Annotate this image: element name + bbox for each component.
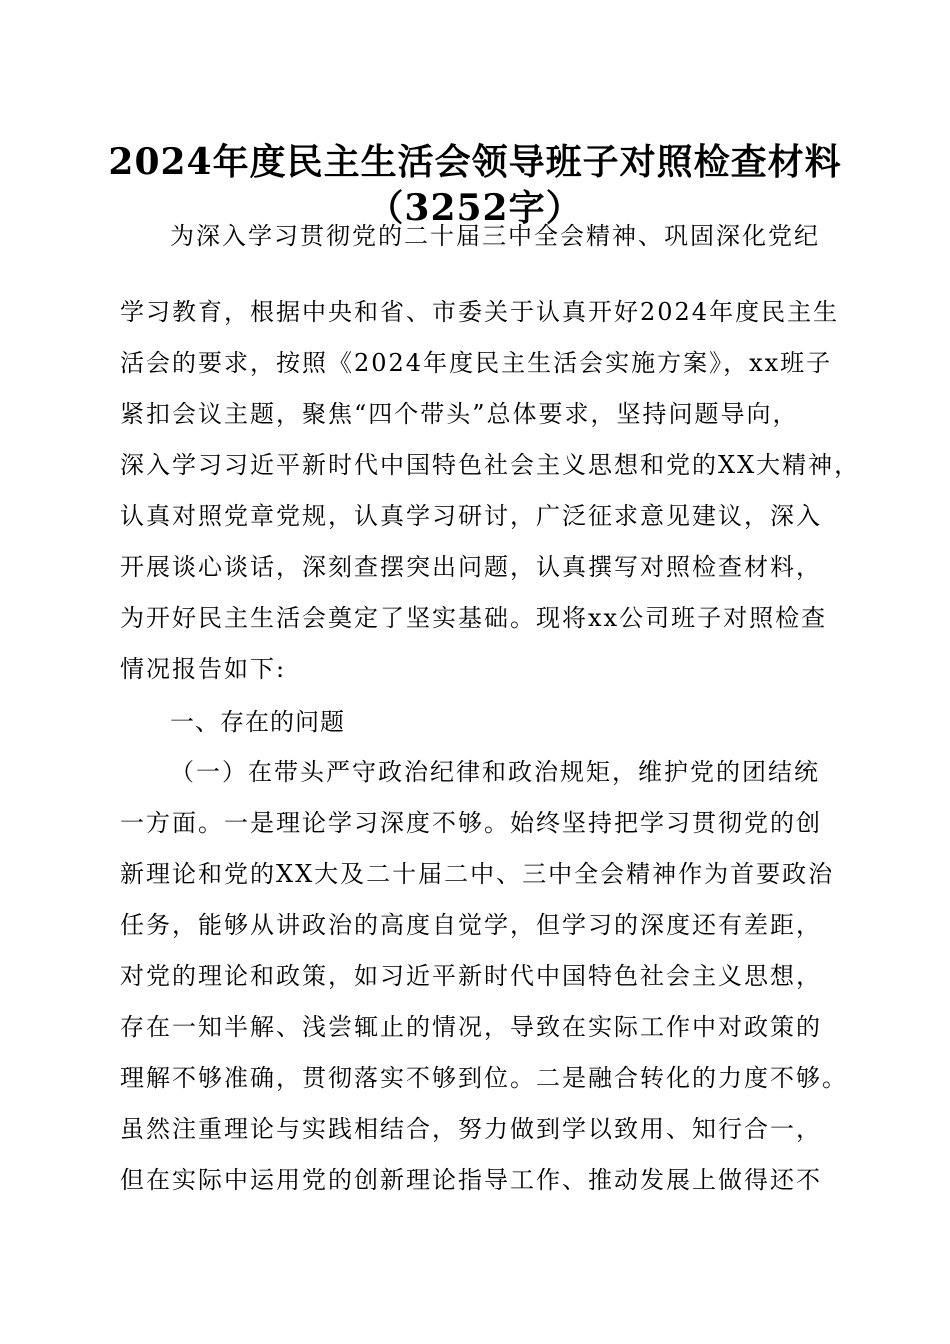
section-heading: 一、存在的问题: [170, 708, 345, 736]
intro-line: 学习教育，根据中央和省、市委关于认真开好2024年度民主生: [120, 298, 840, 326]
body-line: 理解不够准确，贯彻落实不够到位。二是融合转化的力度不够。: [120, 1064, 848, 1092]
document-title: 2024年度民主生活会领导班子对照检查材料: [108, 141, 842, 183]
body-line: 但在实际中运用党的创新理论指导工作、推动发展上做得还不: [120, 1166, 822, 1194]
body-line: 对党的理论和政策，如习近平新时代中国特色社会主义思想，: [120, 962, 822, 990]
intro-line: 深入学习习近平新时代中国特色社会主义思想和党的XX大精神，: [120, 451, 861, 479]
body-line: 新理论和党的XX大及二十届二中、三中全会精神作为首要政治: [120, 860, 835, 888]
intro-line: 活会的要求，按照《2024年度民主生活会实施方案》，xx班子: [120, 349, 833, 377]
document-word-count: （3252字）: [367, 187, 583, 229]
intro-line: 为深入学习贯彻党的二十届三中全会精神、巩固深化党纪: [170, 222, 820, 250]
intro-line: 认真对照党章党规，认真学习研讨，广泛征求意见建议，深入: [120, 502, 822, 530]
body-line: 任务，能够从讲政治的高度自觉学，但学习的深度还有差距，: [120, 911, 822, 939]
intro-line: 情况报告如下:: [120, 655, 287, 683]
body-line: （一）在带头严守政治纪律和政治规矩，维护党的团结统: [170, 758, 820, 786]
intro-line: 紧扣会议主题，聚焦“四个带头”总体要求，坚持问题导向，: [120, 400, 799, 428]
intro-line: 开展谈心谈话，深刻查摆突出问题，认真撰写对照检查材料，: [120, 553, 822, 581]
body-line: 存在一知半解、浅尝辄止的情况，导致在实际工作中对政策的: [120, 1013, 822, 1041]
intro-line: 为开好民主生活会奠定了坚实基础。现将xx公司班子对照检查: [120, 604, 828, 632]
body-line: 一方面。一是理论学习深度不够。始终坚持把学习贯彻党的创: [120, 809, 822, 837]
body-line: 虽然注重理论与实践相结合，努力做到学以致用、知行合一，: [120, 1115, 822, 1143]
